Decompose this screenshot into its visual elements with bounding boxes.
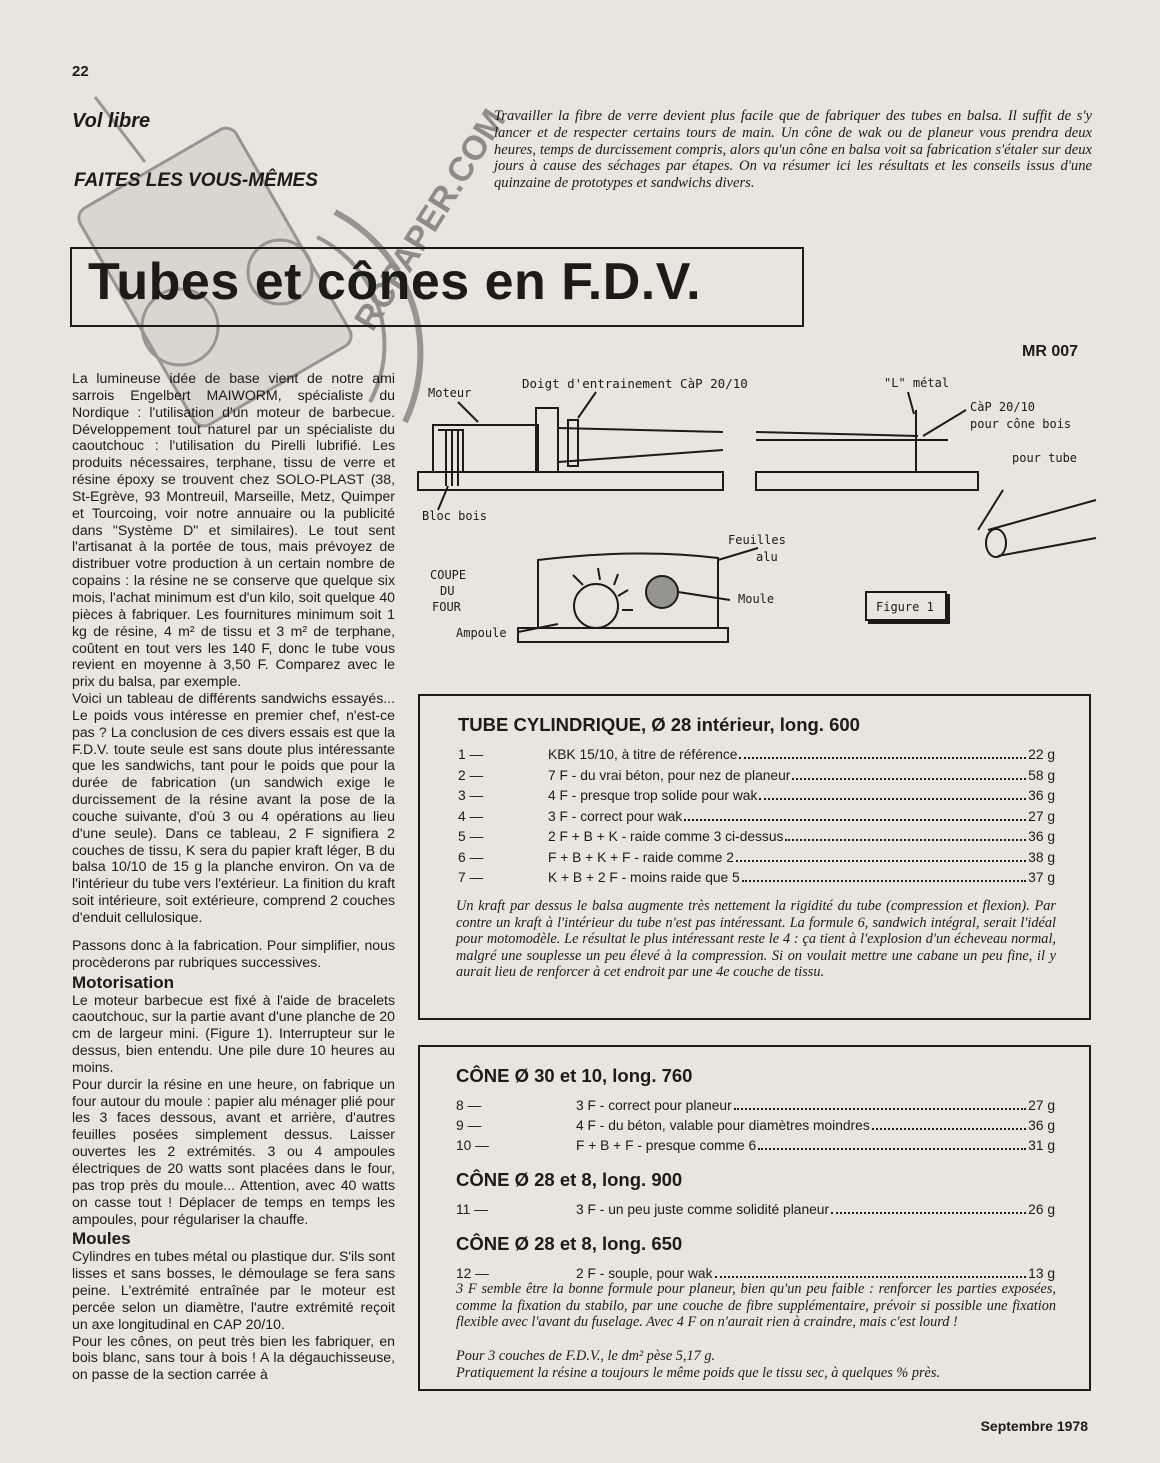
body-paragraph: Voici un tableau de différents sandwichs essayés... Le poids vous intéresse en premier chef, n'est-ce pas ? La conclusion de ces divers essais est que la F.D.V. toute seule est sans doute plus intéressante que les sandwichs, tant pour le poids que pour la durée de fabrication (un sandwich exige le durcissement de la résine avant la pose de la couche suivante, d'où 3 ou 4 opérations au lieu d'une seule). Dans ce tableau, 2 F signifiera 2 couches de tissu, K sera du papier kraft léger, B du balsa 10/10 de 15 g la planche environ. On va de l'intérieur du tube vers l'extérieur. La finition du kraft soit intérieure, soit extérieure, comprend 2 couches d'enduit cellulosique. (72, 690, 395, 925)
label-du: DU (440, 584, 455, 598)
row-weight: 36 g (1028, 829, 1055, 844)
body-paragraph: Cylindres en tubes métal ou plastique dur. S'ils sont lisses et sans bosses, le démoulage se fera sans peine. L'extrémité entraînée par le moteur est percée selon un diamètre, l'autre extrémité reçoit un axe longitudinal en CAP 20/10. (72, 1248, 395, 1332)
body-paragraph: Pour durcir la résine en une heure, on fabrique un four autour du moule : papier alu ménager plié pour les 3 faces dessous, avant et arrière, d'autres feuilles posées simplement dessus. Laisser ouvertes les 2 extrémités. 3 ou 4 ampoules électriques de 20 watts sont placées dans le four, pas trop près du moule... Attention, avec 40 watts on casse tout ! Déplacer de temps en temps les ampoules, pour régulariser la chauffe. (72, 1075, 395, 1227)
leader-dots (734, 1107, 1026, 1110)
reference-code: MR 007 (1022, 343, 1079, 360)
row-number: 7 — (458, 870, 484, 885)
body-paragraph: Le moteur barbecue est fixé à l'aide de bracelets caoutchouc, sur la partie avant d'une planche de 20 cm de largeur mini. (Figure 1). Interrupteur sur le dessus, bien entendu. Une pile dure 10 heures au moins. (72, 991, 395, 1075)
row-entry (548, 828, 1055, 846)
row-weight: 38 g (1028, 849, 1055, 865)
label-cone-bois: pour cône bois (970, 417, 1072, 431)
row-number: 5 — (458, 829, 484, 844)
row-description: 3 F - correct pour wak (548, 808, 683, 824)
table-row (458, 828, 1055, 846)
row-weight: 13 g (1028, 1266, 1055, 1281)
row-entry (576, 1117, 1055, 1135)
label-four: FOUR (432, 600, 461, 614)
row-weight: 36 g (1028, 788, 1055, 803)
leader-dots (684, 818, 1026, 821)
row-number: 9 — (456, 1118, 482, 1133)
row-description: 2 F - souple, pour wak (576, 1266, 713, 1281)
row-entry (548, 746, 1055, 764)
row-weight: 22 g (1028, 747, 1055, 762)
heading-moules: Moules (72, 1229, 131, 1249)
label-foil: Feuilles (728, 533, 786, 547)
row-entry (548, 808, 1055, 826)
leader-dots (715, 1275, 1027, 1278)
row-number: 2 — (458, 767, 484, 783)
row-description: K + B + 2 F - moins raide que 5 (548, 870, 740, 885)
watermark-text: RCPAPER.COM (347, 102, 514, 338)
table-cone-box (418, 1045, 1091, 1391)
intro-paragraph: Travailler la fibre de verre devient plus facile que de fabriquer des tubes en balsa. Il suffit de s'y lancer et de respecter certains tours de main. Un cône de wak ou de planeur vous prendra deux heures, temps de durcissement compris, alors qu'un cône en balsa voit sa fabrication s'étaler sur deux jours à cause des séchages par étapes. On va résumer ici les résultats et les conseils issus d'une quinzaine de prototypes et sandwichs divers. (494, 108, 1092, 192)
leader-dots (759, 797, 1026, 800)
row-number: 6 — (458, 849, 484, 865)
leader-dots (785, 838, 1026, 841)
table-row (458, 808, 1055, 826)
row-number: 8 — (456, 1098, 482, 1113)
footer-date: Septembre 1978 (980, 1418, 1088, 1434)
row-weight: 36 g (1028, 1118, 1055, 1133)
row-number: 12 — (456, 1266, 489, 1281)
table-row (458, 767, 1055, 785)
row-weight: 27 g (1028, 1098, 1055, 1113)
row-entry (576, 1137, 1055, 1155)
row-number: 10 — (456, 1138, 489, 1153)
label-coupe: COUPE (430, 568, 467, 582)
row-description: F + B + F - presque comme 6 (576, 1138, 757, 1153)
label-cap: CàP 20/10 (970, 400, 1036, 414)
row-number: 1 — (458, 747, 484, 762)
oven-base (518, 628, 728, 642)
row-weight: 27 g (1028, 808, 1055, 824)
row-weight: 58 g (1028, 767, 1055, 783)
table-row (456, 1201, 1055, 1219)
table-row (456, 1137, 1055, 1155)
leader-dots (831, 1211, 1026, 1214)
subsection-title: FAITES LES VOUS-MÊMES (74, 170, 318, 191)
cone-group-title: CÔNE Ø 28 et 8, long. 650 (456, 1233, 683, 1254)
base-board-left (418, 472, 723, 490)
table-tube-box (418, 694, 1091, 1020)
leader-dots (742, 879, 1026, 882)
row-weight: 31 g (1028, 1138, 1055, 1153)
row-number: 3 — (458, 788, 484, 803)
row-description: 4 F - presque trop solide pour wak (548, 788, 758, 803)
section-title: Vol libre (72, 110, 151, 132)
row-entry (548, 849, 1055, 867)
figure-caption: Figure 1 (876, 600, 934, 614)
row-weight: 37 g (1028, 870, 1055, 885)
table-cone-note-3: Pratiquement la résine a toujours le même poids que le tissu sec, à quelques % près. (456, 1365, 941, 1381)
table-row (458, 746, 1055, 764)
table-row (458, 787, 1055, 805)
table-row (456, 1117, 1055, 1135)
leader-dots (736, 859, 1026, 862)
label-motor: Moteur (428, 386, 472, 400)
table-tube-title: TUBE CYLINDRIQUE, Ø 28 intérieur, long. 600 (458, 714, 860, 735)
leader-dots (872, 1127, 1026, 1130)
row-description: 2 F + B + K - raide comme 3 ci-dessus (548, 829, 784, 844)
row-description: F + B + K + F - raide comme 2 (548, 849, 734, 865)
row-description: 3 F - correct pour planeur (576, 1098, 732, 1113)
row-weight: 26 g (1028, 1202, 1055, 1217)
label-finger: Doigt d'entrainement CàP 20/10 (522, 376, 748, 391)
table-cone-note-2: Pour 3 couches de F.D.V., le dm² pèse 5,17 g. (456, 1348, 716, 1364)
label-bulb: Ampoule (456, 626, 507, 640)
row-number: 11 — (456, 1202, 488, 1217)
heading-motorisation: Motorisation (72, 972, 174, 992)
label-mold: Moule (738, 592, 775, 606)
drive-post (536, 408, 558, 472)
row-description: 7 F - du vrai béton, pour nez de planeur (548, 767, 791, 783)
mold-tube (558, 428, 723, 462)
row-number: 4 — (458, 808, 484, 824)
body-paragraph: Pour les cônes, on peut très bien les fabriquer, en bois blanc, sans tour à bois ! A la dégauchisseuse, on passe de la section carrée à (72, 1332, 395, 1383)
leader-dots (792, 777, 1026, 780)
label-block: Bloc bois (422, 509, 488, 523)
article-title: Tubes et cônes en F.D.V. (88, 253, 702, 311)
body-column (72, 370, 395, 1383)
row-entry (548, 869, 1055, 887)
label-tube: pour tube (1012, 451, 1078, 465)
base-board-right (756, 472, 978, 490)
bulb-circle (574, 584, 618, 628)
row-entry (548, 787, 1055, 805)
row-entry (576, 1097, 1055, 1115)
page-number: 22 (72, 63, 89, 80)
label-alu: alu (756, 550, 778, 564)
row-description: 4 F - du béton, valable pour diamètres moindres (576, 1118, 870, 1133)
table-tube-note: Un kraft par dessus le balsa augmente très nettement la rigidité du tube (compression et flexion). Par contre un kraft à l'intérieur du tube n'est pas intéressant. La formule 6, sandwich intégral, serait l'idéal pour motomodèle. Le résultat le plus intéressant reste le 4 : ça tient à l'explosion d'un écheveau normal, malgré une souplesse un peu élevé à la compression. Si on voulait mettre une cabane un peu fine, il y aurait lieu de renforcer à cet endroit par une 4e couche de tissu. (456, 898, 1056, 981)
table-row (456, 1097, 1055, 1115)
motor-block (433, 425, 538, 472)
row-entry (576, 1201, 1055, 1219)
table-row (458, 849, 1055, 867)
row-entry (548, 767, 1055, 785)
table-row (458, 869, 1055, 887)
body-paragraph: La lumineuse idée de base vient de notre ami sarrois Engelbert MAIWORM, spécialiste du Nordique : l'utilisation d'un moteur de barbecue. Développement tout naturel par un spécialiste du caoutchouc : l'utilisation du Pirelli lubrifié. Les produits nécessaires, terphane, tissu de verre et résine époxy se trouvent chez SOLO-PLAST (38, St-Egrève, 93 Montreuil, Marseille, Metz, Quimper et Tourcoing, voir notre annuaire ou la publicité dans "Système D" et similaires). Le tout sent l'artisanat à la portée de tous, mais prévoyez de distribuer votre production à un certain nombre de copains : la résine ne se conserve que quelque six mois, l'achat minimum est d'un kilo, soit quelque 40 pièces à fabriquer. Les fournitures minimum soit 1 kg de résine, 4 m² de tissu et 3 m² de terphane, coûtent en tout vers les 140 F, donc le tube vous revient en moyenne à 3,50 F. Comparez avec le prix du balsa, par exemple. (72, 370, 395, 690)
table-cone-note: 3 F semble être la bonne formule pour planeur, bien qu'un peu faible : renforcer les parties exposées, comme la fixation du stabilo, par une couche de fibre supplémentaire, prévoir si possible une fixation flexible avec l'avant du fuselage. Avec 4 F on n'aurait rien à craindre, mais c'est lourd ! (456, 1281, 1056, 1331)
cone-group-title: CÔNE Ø 28 et 8, long. 900 (456, 1169, 683, 1190)
leader-dots (758, 1147, 1026, 1150)
mold-circle (646, 576, 678, 608)
cone-tube (988, 500, 1096, 556)
label-l-metal: "L" métal (884, 376, 950, 390)
body-paragraph: Passons donc à la fabrication. Pour simplifier, nous procèderons par rubriques successives. (72, 936, 395, 970)
row-description: 3 F - un peu juste comme solidité planeur (576, 1202, 830, 1217)
row-description: KBK 15/10, à titre de référence (548, 747, 738, 762)
leader-dots (739, 756, 1026, 759)
cone-group-title: CÔNE Ø 30 et 10, long. 760 (456, 1065, 693, 1086)
